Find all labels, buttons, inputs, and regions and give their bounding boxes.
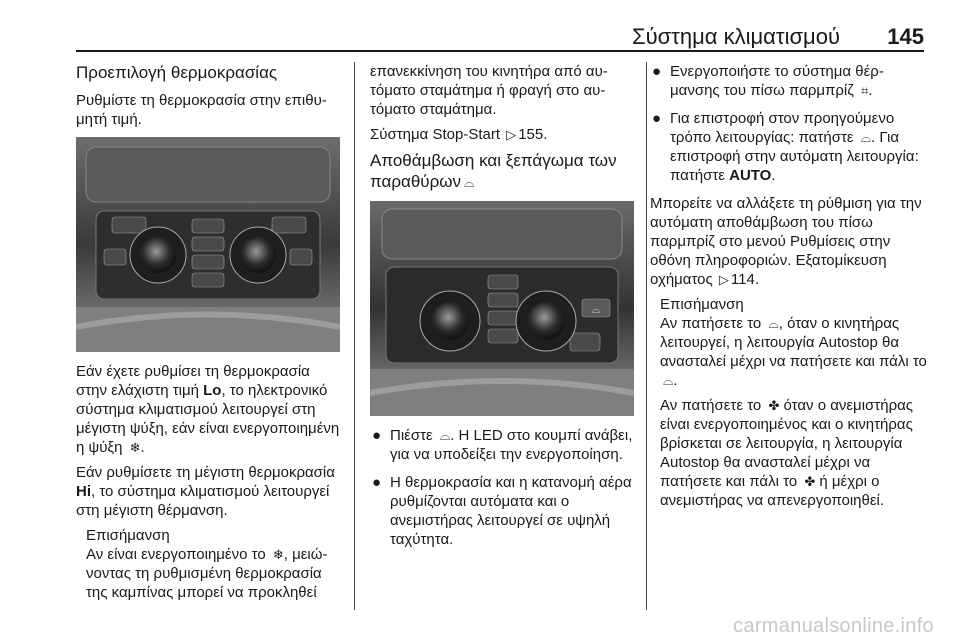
note-block-2	[650, 295, 928, 510]
note-block-1: Επισήμανση Αν είναι ενεργοποιημένο το ❄, μειώνοντας τη ρυθμισμένη θερμοκρασία της καμπίνας μπορεί να προκληθεί	[76, 526, 340, 602]
column-divider-2	[646, 62, 647, 610]
header-rule	[76, 50, 924, 52]
climate-control-panel-photo	[76, 137, 340, 352]
stopstart-reference: Σύστημα Stop-Start ▷ 155.	[370, 126, 548, 143]
lo-label: Lo	[203, 382, 222, 399]
page-reference-icon: ▷	[506, 127, 517, 142]
list-item: ● Πιέστε ⌓. Η LED στο κουμπί ανάβει, για να υποδείξει την ενεργοποίηση.	[372, 427, 633, 463]
page-header	[0, 0, 960, 56]
bullet-dot: ●	[372, 427, 382, 444]
bullet-dot: ●	[652, 110, 662, 127]
windscreen-defrost-icon: ⌓	[464, 175, 475, 190]
snowflake-icon: ❄	[272, 547, 284, 562]
snowflake-icon: ❄	[129, 440, 141, 455]
page-reference-icon: ▷	[718, 272, 729, 287]
bullet-dot: ●	[372, 474, 382, 491]
paragraph-continued: επανεκκίνηση του κινητήρα από αυτόματο σταμάτημα ή φραγή στο αυτόματο σταμάτημα.	[370, 63, 608, 118]
page-number: 145	[887, 24, 924, 49]
section-heading-temperature: Προεπιλογή θερμοκρασίας	[76, 63, 278, 82]
paragraph-auto-defrost: Μπορείτε να αλλάξετε τη ρύθμιση για την αυτόματη αποθάμβωση του πίσω παρμπρίζ στο μενού Ρυθμίσεις στην οθόνη πληροφοριών. Εξατομίκευση οχήματος ▷ 114.	[650, 195, 922, 288]
note-label: Επισήμανση	[86, 527, 170, 544]
note-label: Επισήμανση	[660, 296, 744, 313]
section-heading-defrost: Αποθάμβωση και ξεπάγωμα των παραθύρων ⌓	[370, 151, 617, 191]
note-paragraph-2: Αν πατήσετε το ✤ όταν ο ανεμιστήρας είναι ενεργοποιημένος και ο κινητήρας βρίσκεται σε λειτουργία, η λειτουργία Autostop θα ανασταλεί μέχρι να πατήσετε και πάλι το ✤ ή μέχρι ο ανεμιστήρας να απενεργοποιηθεί.	[660, 397, 913, 509]
defrost-button-glyph: ⌓	[591, 303, 601, 316]
footer-watermark: carmanualsonline.info	[733, 615, 934, 637]
fan-icon: ✤	[768, 398, 780, 413]
windscreen-defrost-icon: ⌓	[860, 130, 872, 145]
list-item: ● Ενεργοποιήστε το σύστημα θέρμανσης του πίσω παρμπρίζ ⌗.	[652, 63, 884, 99]
auto-label: AUTO	[729, 167, 772, 184]
paragraph-intro: Ρυθμίστε τη θερμοκρασία στην επιθυμητή τιμή.	[76, 92, 327, 128]
fan-icon: ✤	[804, 474, 816, 489]
list-item: ● Για επιστροφή στον προηγούμενο τρόπο λειτουργίας: πατήστε ⌓. Για επιστροφή στην αυτόματη λειτουργία: πατήστε AUTO.	[652, 110, 919, 184]
column-divider-1	[354, 62, 355, 610]
note-paragraph-1: Αν πατήσετε το ⌓, όταν ο κινητήρας λειτουργεί, η λειτουργία Autostop θα ανασταλεί μέχρι να πατήσετε και πάλι το ⌓.	[660, 315, 927, 389]
header-title: Σύστημα κλιματισμού	[631, 24, 840, 49]
column-3	[650, 62, 928, 516]
defrost-steps-continued	[650, 62, 928, 185]
hi-label: Hi	[76, 483, 91, 500]
windscreen-defrost-icon: ⌓	[768, 316, 779, 331]
rear-window-heating-icon: ⌗	[861, 83, 869, 98]
windscreen-defrost-icon: ⌓	[439, 428, 451, 443]
defrost-steps	[370, 426, 634, 549]
column-1	[76, 62, 340, 602]
list-item: ● Η θερμοκρασία και η κατανομή αέρα ρυθμίζονται αυτόματα και ο ανεμιστήρας λειτουργεί σε υψηλή ταχύτητα.	[372, 474, 632, 548]
defrost-button-panel-photo	[370, 201, 634, 416]
windscreen-defrost-icon: ⌓	[663, 373, 674, 388]
paragraph-hi: Εάν ρυθμίσετε τη μέγιστη θερμοκρασία Hi, το σύστημα κλιματισμού λειτουργεί στη μέγιστη θέρμανση.	[76, 464, 335, 519]
bullet-dot: ●	[652, 63, 662, 80]
paragraph-lo: Εάν έχετε ρυθμίσει τη θερμοκρασία στην ελάχιστη τιμή Lo, το ηλεκτρονικό σύστημα κλιματισμού λειτουργεί στη μέγιστη ψύξη, εάν είναι ενεργοποιημένη η ψύξη ❄.	[76, 363, 340, 456]
column-2	[370, 62, 634, 558]
